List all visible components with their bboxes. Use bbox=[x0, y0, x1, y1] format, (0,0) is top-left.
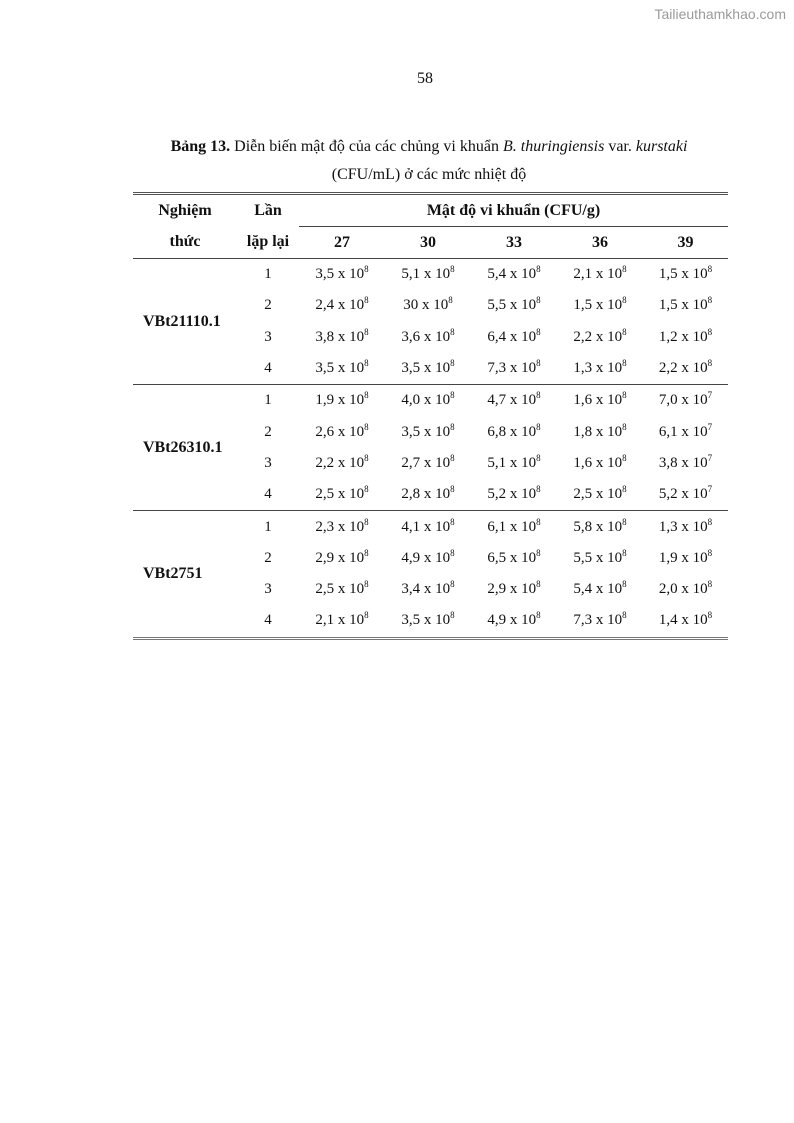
density-cell bbox=[557, 605, 643, 638]
density-exponent: 8 bbox=[622, 516, 627, 527]
density-mantissa: 2,2 x 10 bbox=[573, 328, 623, 345]
header-density: Mật độ vi khuẩn (CFU/g) bbox=[299, 194, 728, 227]
caption-text-var: var. bbox=[604, 138, 636, 155]
density-cell bbox=[557, 259, 643, 291]
density-cell bbox=[471, 290, 557, 321]
density-cell bbox=[385, 322, 471, 353]
header-temp-39: 39 bbox=[677, 233, 694, 251]
density-mantissa: 1,5 x 10 bbox=[658, 266, 708, 283]
density-cell bbox=[643, 479, 728, 511]
density-cell bbox=[557, 353, 643, 385]
density-exponent: 8 bbox=[450, 264, 455, 275]
density-cell bbox=[643, 574, 728, 605]
density-cell bbox=[385, 479, 471, 511]
replicate-number: 4 bbox=[264, 360, 272, 377]
caption-line-2: (CFU/mL) ở các mức nhiệt độ bbox=[331, 166, 527, 183]
density-exponent: 8 bbox=[536, 484, 541, 495]
caption-variety: kurstaki bbox=[635, 138, 688, 155]
density-mantissa: 3,5 x 10 bbox=[401, 360, 451, 377]
density-cell bbox=[385, 543, 471, 574]
density-cell bbox=[643, 322, 728, 353]
density-cell bbox=[299, 290, 385, 321]
density-mantissa: 5,4 x 10 bbox=[487, 266, 537, 283]
density-mantissa: 3,5 x 10 bbox=[401, 423, 451, 440]
density-cell bbox=[643, 259, 728, 291]
density-exponent: 8 bbox=[536, 264, 541, 275]
density-exponent: 8 bbox=[450, 579, 455, 590]
density-cell bbox=[557, 511, 643, 543]
density-cell bbox=[385, 416, 471, 447]
density-cell bbox=[471, 543, 557, 574]
density-cell bbox=[299, 353, 385, 385]
treatment-name: VBt2751 bbox=[143, 564, 203, 582]
density-cell bbox=[557, 574, 643, 605]
density-cell bbox=[643, 448, 728, 479]
density-exponent: 8 bbox=[450, 326, 455, 337]
table-row bbox=[133, 511, 728, 543]
density-mantissa: 5,5 x 10 bbox=[487, 297, 537, 314]
density-exponent: 8 bbox=[707, 516, 713, 527]
density-exponent: 8 bbox=[536, 295, 541, 306]
density-mantissa: 7,3 x 10 bbox=[573, 612, 623, 629]
density-mantissa: 1,5 x 10 bbox=[658, 297, 708, 314]
density-mantissa: 2,5 x 10 bbox=[573, 486, 623, 503]
density-mantissa: 3,4 x 10 bbox=[401, 581, 451, 598]
density-exponent: 8 bbox=[450, 610, 455, 621]
density-exponent: 8 bbox=[536, 579, 541, 590]
density-cell bbox=[385, 574, 471, 605]
density-cell bbox=[643, 290, 728, 321]
density-mantissa: 1,4 x 10 bbox=[658, 612, 708, 629]
density-mantissa: 5,8 x 10 bbox=[573, 518, 623, 535]
data-table bbox=[133, 192, 728, 640]
density-cell bbox=[557, 290, 643, 321]
density-cell bbox=[643, 385, 728, 417]
density-mantissa: 3,8 x 10 bbox=[315, 328, 365, 345]
density-mantissa: 6,5 x 10 bbox=[487, 549, 537, 566]
density-mantissa: 3,8 x 10 bbox=[658, 454, 708, 471]
density-mantissa: 4,1 x 10 bbox=[401, 518, 451, 535]
density-exponent: 8 bbox=[448, 295, 453, 306]
density-exponent: 8 bbox=[450, 484, 455, 495]
density-cell bbox=[299, 574, 385, 605]
density-cell bbox=[299, 511, 385, 543]
density-exponent: 8 bbox=[707, 295, 713, 306]
density-exponent: 8 bbox=[707, 610, 713, 621]
density-mantissa: 1,6 x 10 bbox=[573, 454, 623, 471]
density-cell bbox=[557, 448, 643, 479]
density-cell bbox=[471, 353, 557, 385]
density-exponent: 8 bbox=[622, 484, 627, 495]
density-mantissa: 2,2 x 10 bbox=[315, 454, 365, 471]
replicate-number: 3 bbox=[264, 581, 272, 598]
density-cell bbox=[471, 259, 557, 291]
density-cell bbox=[643, 416, 728, 447]
replicate-number: 4 bbox=[264, 486, 272, 503]
density-exponent: 8 bbox=[622, 579, 627, 590]
density-exponent: 8 bbox=[450, 421, 455, 432]
density-mantissa: 1,5 x 10 bbox=[573, 297, 623, 314]
density-exponent: 8 bbox=[707, 264, 713, 275]
density-cell bbox=[385, 448, 471, 479]
density-mantissa: 5,4 x 10 bbox=[573, 581, 623, 598]
density-mantissa: 5,2 x 10 bbox=[487, 486, 537, 503]
density-exponent: 8 bbox=[622, 547, 627, 558]
watermark-text: Tailieuthamkhao.com bbox=[654, 6, 786, 22]
density-cell bbox=[471, 385, 557, 417]
density-mantissa: 1,6 x 10 bbox=[573, 392, 623, 409]
density-exponent: 8 bbox=[364, 264, 369, 275]
density-cell bbox=[471, 448, 557, 479]
density-cell bbox=[299, 259, 385, 291]
density-mantissa: 1,3 x 10 bbox=[573, 360, 623, 377]
density-mantissa: 3,5 x 10 bbox=[315, 360, 365, 377]
header-rep-line1: Lần bbox=[254, 201, 282, 219]
density-exponent: 8 bbox=[707, 547, 713, 558]
density-mantissa: 2,2 x 10 bbox=[658, 360, 708, 377]
replicate-number: 4 bbox=[264, 612, 272, 629]
density-cell bbox=[471, 574, 557, 605]
density-mantissa: 4,9 x 10 bbox=[401, 549, 451, 566]
caption-species: B. thuringiensis bbox=[502, 138, 605, 155]
density-cell bbox=[299, 605, 385, 638]
density-exponent: 8 bbox=[536, 516, 541, 527]
density-mantissa: 5,5 x 10 bbox=[573, 549, 623, 566]
density-exponent: 8 bbox=[622, 610, 627, 621]
density-exponent: 8 bbox=[622, 264, 627, 275]
density-cell bbox=[299, 416, 385, 447]
density-cell bbox=[557, 543, 643, 574]
density-mantissa: 2,5 x 10 bbox=[315, 581, 365, 598]
density-exponent: 8 bbox=[536, 547, 541, 558]
density-exponent: 7 bbox=[707, 390, 713, 401]
replicate-number: 3 bbox=[264, 328, 272, 345]
density-exponent: 8 bbox=[622, 390, 627, 401]
density-exponent: 8 bbox=[450, 547, 455, 558]
header-rep-line2: lặp lại bbox=[246, 233, 290, 251]
replicate-number: 1 bbox=[264, 266, 272, 283]
density-mantissa: 4,9 x 10 bbox=[487, 612, 537, 629]
density-cell bbox=[385, 511, 471, 543]
header-temp-30: 30 bbox=[420, 233, 436, 251]
density-cell bbox=[557, 322, 643, 353]
replicate-number: 2 bbox=[264, 423, 272, 440]
density-mantissa: 2,3 x 10 bbox=[315, 518, 365, 535]
density-mantissa: 4,0 x 10 bbox=[401, 392, 451, 409]
density-exponent: 8 bbox=[536, 358, 541, 369]
density-mantissa: 1,9 x 10 bbox=[658, 549, 708, 566]
density-exponent: 8 bbox=[450, 390, 455, 401]
density-exponent: 8 bbox=[536, 452, 541, 463]
density-cell bbox=[471, 605, 557, 638]
density-mantissa: 2,4 x 10 bbox=[315, 297, 365, 314]
density-exponent: 8 bbox=[364, 390, 369, 401]
table-row bbox=[133, 259, 728, 291]
density-exponent: 8 bbox=[450, 452, 455, 463]
density-mantissa: 6,4 x 10 bbox=[487, 328, 537, 345]
table-group bbox=[133, 385, 728, 511]
replicate-number: 1 bbox=[264, 518, 272, 535]
density-exponent: 8 bbox=[622, 295, 627, 306]
density-mantissa: 1,2 x 10 bbox=[658, 328, 708, 345]
density-exponent: 8 bbox=[707, 358, 713, 369]
density-exponent: 8 bbox=[364, 610, 369, 621]
density-exponent: 8 bbox=[364, 547, 369, 558]
density-mantissa: 6,8 x 10 bbox=[487, 423, 537, 440]
density-cell bbox=[471, 479, 557, 511]
density-mantissa: 2,9 x 10 bbox=[315, 549, 365, 566]
density-cell bbox=[643, 605, 728, 638]
density-mantissa: 3,5 x 10 bbox=[401, 612, 451, 629]
table-row bbox=[133, 385, 728, 417]
table-caption bbox=[130, 133, 728, 189]
density-mantissa: 6,1 x 10 bbox=[658, 423, 708, 440]
density-mantissa: 1,3 x 10 bbox=[658, 518, 708, 535]
density-exponent: 8 bbox=[536, 421, 541, 432]
density-cell bbox=[299, 322, 385, 353]
density-mantissa: 2,6 x 10 bbox=[315, 423, 365, 440]
density-exponent: 8 bbox=[536, 610, 541, 621]
density-mantissa: 6,1 x 10 bbox=[487, 518, 537, 535]
density-mantissa: 2,1 x 10 bbox=[573, 266, 623, 283]
density-mantissa: 2,1 x 10 bbox=[315, 612, 365, 629]
header-temp-33: 33 bbox=[506, 233, 522, 251]
density-exponent: 8 bbox=[364, 516, 369, 527]
density-cell bbox=[299, 448, 385, 479]
density-exponent: 8 bbox=[364, 421, 369, 432]
replicate-number: 2 bbox=[264, 297, 272, 314]
density-mantissa: 2,5 x 10 bbox=[315, 486, 365, 503]
density-exponent: 8 bbox=[707, 326, 713, 337]
table-group bbox=[133, 511, 728, 638]
density-mantissa: 2,9 x 10 bbox=[487, 581, 537, 598]
density-cell bbox=[299, 479, 385, 511]
density-mantissa: 2,7 x 10 bbox=[401, 454, 451, 471]
density-exponent: 8 bbox=[536, 326, 541, 337]
density-exponent: 8 bbox=[622, 421, 627, 432]
density-cell bbox=[385, 259, 471, 291]
density-cell bbox=[557, 385, 643, 417]
density-exponent: 8 bbox=[364, 358, 369, 369]
density-cell bbox=[471, 322, 557, 353]
header-treatment-line2: thức bbox=[169, 233, 201, 251]
density-mantissa: 4,7 x 10 bbox=[487, 392, 537, 409]
density-mantissa: 7,3 x 10 bbox=[487, 360, 537, 377]
density-cell bbox=[643, 543, 728, 574]
caption-label: Bảng 13. bbox=[170, 138, 231, 155]
header-temp-27: 27 bbox=[334, 233, 350, 251]
density-exponent: 8 bbox=[450, 358, 455, 369]
density-cell bbox=[643, 511, 728, 543]
density-cell bbox=[385, 353, 471, 385]
density-mantissa: 3,6 x 10 bbox=[401, 328, 451, 345]
density-exponent: 8 bbox=[622, 452, 627, 463]
density-cell bbox=[471, 511, 557, 543]
density-mantissa: 2,8 x 10 bbox=[401, 486, 451, 503]
density-cell bbox=[385, 385, 471, 417]
replicate-number: 1 bbox=[264, 392, 272, 409]
density-cell bbox=[299, 385, 385, 417]
caption-text: Diễn biến mật độ của các chủng vi khuẩn bbox=[230, 138, 503, 155]
density-exponent: 8 bbox=[364, 484, 369, 495]
density-exponent: 8 bbox=[450, 516, 455, 527]
page-number: 58 bbox=[417, 70, 433, 87]
header-treatment-line1: Nghiệm bbox=[158, 201, 212, 219]
density-mantissa: 2,0 x 10 bbox=[658, 581, 708, 598]
density-mantissa: 5,1 x 10 bbox=[401, 266, 451, 283]
density-exponent: 7 bbox=[707, 484, 713, 495]
density-exponent: 7 bbox=[707, 421, 713, 432]
replicate-number: 2 bbox=[264, 549, 272, 566]
density-exponent: 8 bbox=[364, 326, 369, 337]
replicate-number: 3 bbox=[264, 454, 272, 471]
density-cell bbox=[557, 479, 643, 511]
density-mantissa: 7,0 x 10 bbox=[658, 392, 708, 409]
header-temp-36: 36 bbox=[592, 233, 608, 251]
density-exponent: 8 bbox=[707, 579, 713, 590]
density-mantissa: 1,9 x 10 bbox=[315, 392, 365, 409]
density-exponent: 7 bbox=[707, 452, 713, 463]
density-cell bbox=[385, 605, 471, 638]
density-exponent: 8 bbox=[622, 358, 627, 369]
caption-line-1 bbox=[130, 133, 728, 161]
table-group bbox=[133, 259, 728, 385]
density-exponent: 8 bbox=[364, 452, 369, 463]
density-cell bbox=[471, 416, 557, 447]
treatment-name: VBt21110.1 bbox=[143, 312, 221, 330]
density-exponent: 8 bbox=[364, 295, 369, 306]
density-mantissa: 30 x 10 bbox=[403, 297, 449, 314]
density-cell bbox=[385, 290, 471, 321]
density-mantissa: 3,5 x 10 bbox=[315, 266, 365, 283]
density-exponent: 8 bbox=[536, 390, 541, 401]
density-mantissa: 5,1 x 10 bbox=[487, 454, 537, 471]
density-mantissa: 5,2 x 10 bbox=[658, 486, 708, 503]
density-mantissa: 1,8 x 10 bbox=[573, 423, 623, 440]
density-cell bbox=[643, 353, 728, 385]
treatment-name: VBt26310.1 bbox=[143, 438, 223, 456]
density-exponent: 8 bbox=[364, 579, 369, 590]
density-cell bbox=[299, 543, 385, 574]
density-exponent: 8 bbox=[622, 326, 627, 337]
density-cell bbox=[557, 416, 643, 447]
